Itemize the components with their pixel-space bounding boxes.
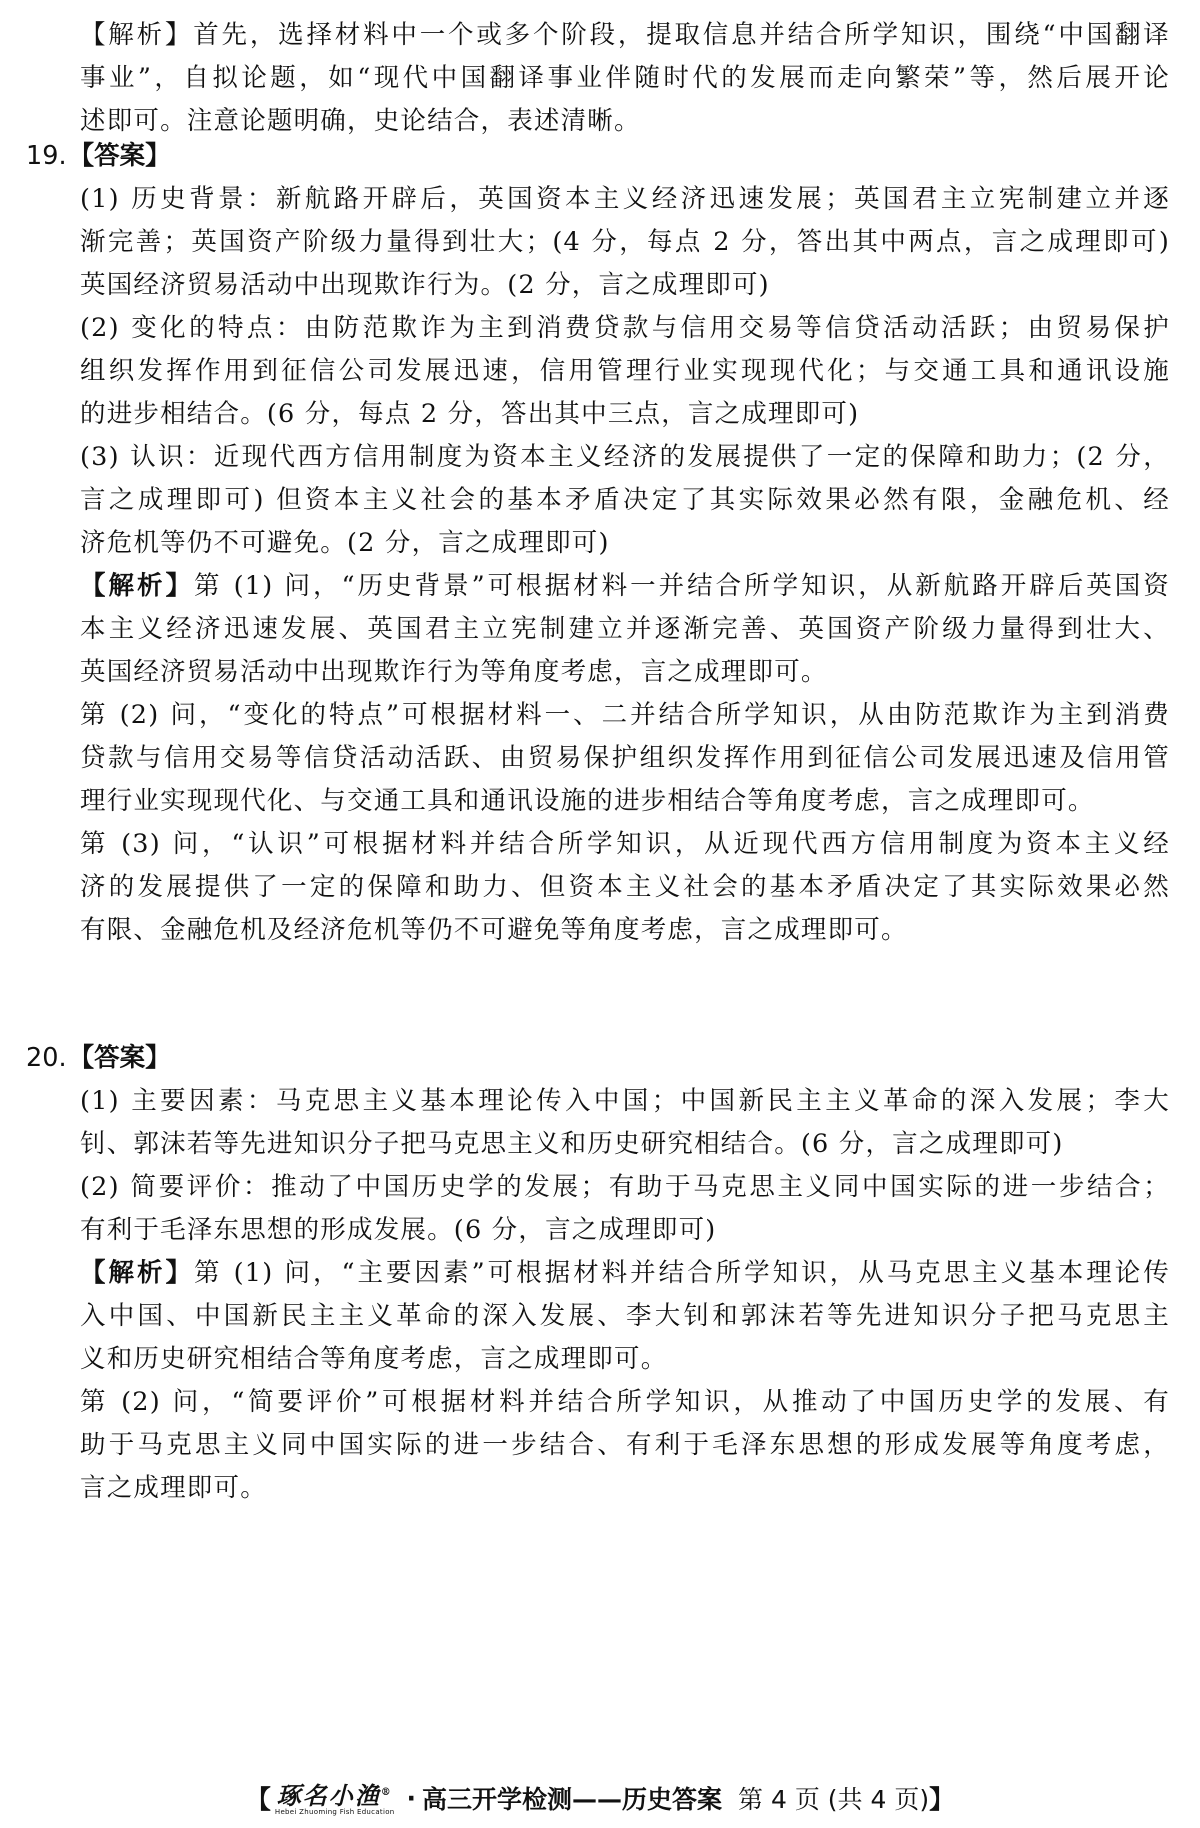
q19-analysis-line: 英国经济贸易活动中出现欺诈行为等角度考虑，言之成理即可。 xyxy=(80,657,828,687)
q19-answer-line: 济危机等仍不可避免。(2 分，言之成理即可) xyxy=(80,528,610,558)
q19-analysis-line: 有限、金融危机及经济危机等仍不可避免等角度考虑，言之成理即可。 xyxy=(80,915,908,945)
q19-answer-line: 言之成理即可) 但资本主义社会的基本矛盾决定了其实际效果必然有限，金融危机、经 xyxy=(80,485,1170,515)
q20-number: 20. xyxy=(26,1043,67,1073)
q19-answer xyxy=(80,178,1170,565)
intro-line: 事业”，自拟论题，如“现代中国翻译事业伴随时代的发展而走向繁荣”等，然后展开论 xyxy=(80,63,1170,93)
brand-subtitle: Hebei Zhuoming Fish Education xyxy=(274,1807,395,1816)
q19-analysis-line: 第 (2) 问，“变化的特点”可根据材料一、二并结合所学知识，从由防范欺诈为主到消费 xyxy=(80,700,1170,730)
q19-analysis xyxy=(80,565,1170,952)
q19-answer-line: 的进步相结合。(6 分，每点 2 分，答出其中三点，言之成理即可) xyxy=(80,399,860,429)
q19-analysis-tag: 【解析】 xyxy=(80,571,195,601)
q19-analysis-line: 本主义经济迅速发展、英国君主立宪制建立并逐渐完善、英国资产阶级力量得到壮大、 xyxy=(80,614,1170,644)
brand-registered-mark: ® xyxy=(380,1786,393,1798)
q19-answer-line: 组织发挥作用到征信公司发展迅速，信用管理行业实现现代化；与交通工具和通讯设施 xyxy=(80,356,1170,386)
q19-answer-line: 英国经济贸易活动中出现欺诈行为。(2 分，言之成理即可) xyxy=(80,270,770,300)
q20-answer-tag: 【答案】 xyxy=(68,1043,171,1073)
q20-answer xyxy=(80,1080,1170,1252)
q19-analysis-line: 贷款与信用交易等信贷活动活跃、由贸易保护组织发挥作用到征信公司发展迅速及信用管 xyxy=(80,743,1170,773)
q19-number: 19. xyxy=(26,141,67,171)
q20-analysis-line: 助于马克思主义同中国实际的进一步结合、有利于毛泽东思想的形成发展等角度考虑， xyxy=(80,1430,1170,1460)
footer-bullet: · xyxy=(406,1783,417,1813)
q20-analysis-line: 第 (2) 问，“简要评价”可根据材料并结合所学知识，从推动了中国历史学的发展、有 xyxy=(80,1387,1170,1417)
q18-analysis-continuation xyxy=(80,14,1170,143)
q20-analysis-tag: 【解析】 xyxy=(80,1258,195,1288)
brand-logo xyxy=(275,1781,395,1816)
q20-analysis-line: 【解析】第 (1) 问，“主要因素”可根据材料并结合所学知识，从马克思主义基本理论传 xyxy=(80,1258,1170,1288)
page-footer xyxy=(0,1778,1200,1818)
q20-analysis-line: 言之成理即可。 xyxy=(80,1473,267,1503)
footer-title: 高三开学检测——历史答案 xyxy=(422,1785,723,1814)
intro-line: 【解析】首先，选择材料中一个或多个阶段，提取信息并结合所学知识，围绕“中国翻译 xyxy=(80,20,1170,50)
footer-open-bracket: 【 xyxy=(245,1785,271,1814)
q20-answer-line: (1) 主要因素：马克思主义基本理论传入中国；中国新民主主义革命的深入发展；李大 xyxy=(80,1086,1170,1116)
q19-analysis-line: 济的发展提供了一定的保障和助力、但资本主义社会的基本矛盾决定了其实际效果必然 xyxy=(80,872,1170,902)
q20-heading xyxy=(26,1037,171,1080)
q20-answer-line: 有利于毛泽东思想的形成发展。(6 分，言之成理即可) xyxy=(80,1215,717,1245)
q20-analysis-line: 入中国、中国新民主主义革命的深入发展、李大钊和郭沫若等先进知识分子把马克思主 xyxy=(80,1301,1170,1331)
q19-answer-tag: 【答案】 xyxy=(68,141,171,171)
footer-close-bracket: 】 xyxy=(929,1785,955,1814)
q19-answer-line: (2) 变化的特点：由防范欺诈为主到消费贷款与信用交易等信贷活动活跃；由贸易保护 xyxy=(80,313,1170,343)
q19-analysis-line: 理行业实现现代化、与交通工具和通讯设施的进步相结合等角度考虑，言之成理即可。 xyxy=(80,786,1095,816)
q20-answer-line: 钊、郭沫若等先进知识分子把马克思主义和历史研究相结合。(6 分，言之成理即可) xyxy=(80,1129,1064,1159)
q19-analysis-line: 【解析】第 (1) 问，“历史背景”可根据材料一并结合所学知识，从新航路开辟后英国资 xyxy=(80,571,1170,601)
q20-analysis-line: 义和历史研究相结合等角度考虑，言之成理即可。 xyxy=(80,1344,668,1374)
q19-heading xyxy=(26,135,171,178)
q19-analysis-line: 第 (3) 问，“认识”可根据材料并结合所学知识，从近现代西方信用制度为资本主义经 xyxy=(80,829,1170,859)
brand-name: 琢名小渔 xyxy=(276,1780,381,1810)
q20-answer-line: (2) 简要评价：推动了中国历史学的发展；有助于马克思主义同中国实际的进一步结合； xyxy=(80,1172,1170,1202)
intro-line: 述即可。注意论题明确，史论结合，表述清晰。 xyxy=(80,106,641,136)
q19-answer-line: 渐完善；英国资产阶级力量得到壮大；(4 分，每点 2 分，答出其中两点，言之成理即可) xyxy=(80,227,1170,257)
footer-page-info: 第 4 页 (共 4 页) xyxy=(738,1785,930,1814)
q20-analysis xyxy=(80,1252,1170,1510)
q19-answer-line: (1) 历史背景：新航路开辟后，英国资本主义经济迅速发展；英国君主立宪制建立并逐 xyxy=(80,184,1170,214)
q19-answer-line: (3) 认识：近现代西方信用制度为资本主义经济的发展提供了一定的保障和助力；(2 分， xyxy=(80,442,1170,472)
